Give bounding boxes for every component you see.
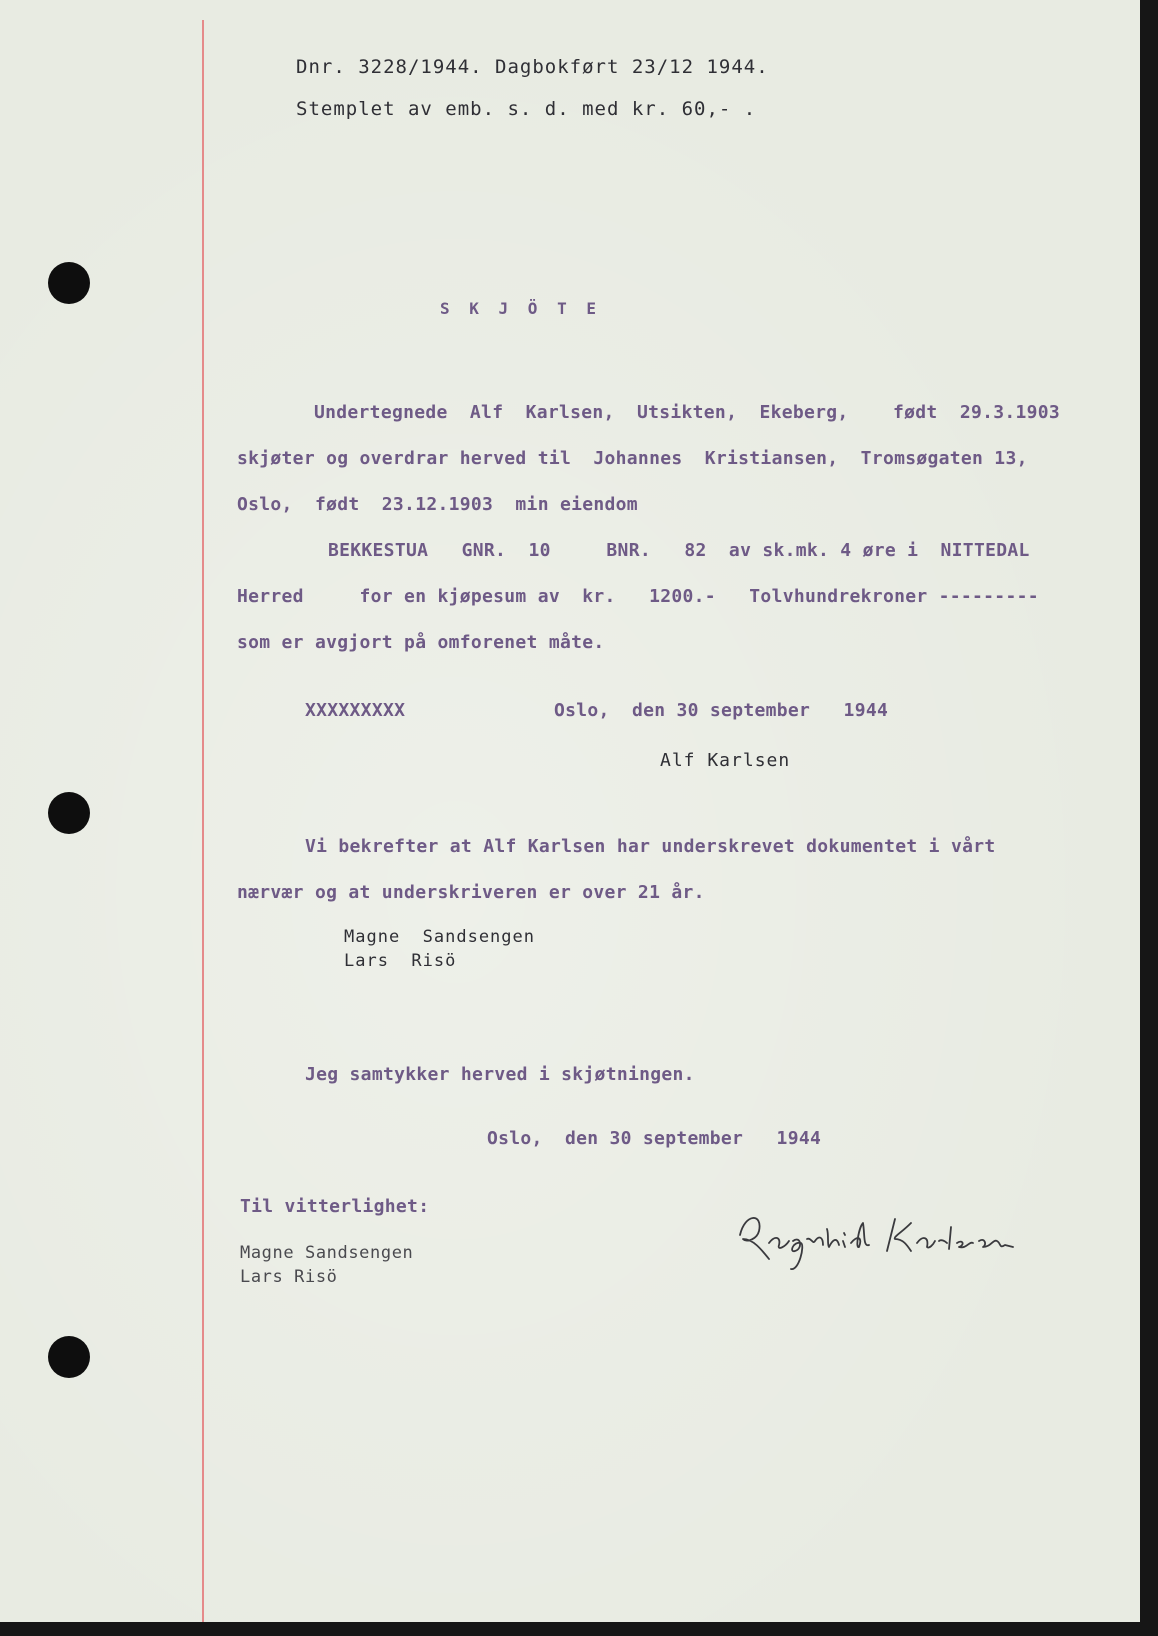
witness-2-name: Lars Risö [344,951,457,971]
body-line-1b: født 29.3.1903 [893,402,1061,423]
witness-1-name: Magne Sandsengen [344,927,535,947]
attest-witness-1: Magne Sandsengen [240,1243,414,1263]
body-line-1a: Undertegnede Alf Karlsen, Utsikten, Ekeberg, [314,402,849,423]
body-line-4: BEKKESTUA GNR. 10 BNR. 82 av sk.mk. 4 øre i NITTEDAL [328,540,1030,561]
document-title: S K J Ö T E [440,299,601,318]
consent-statement: Jeg samtykker herved i skjøtningen. [305,1064,695,1085]
witness-statement-2: nærvær og at underskriveren er over 21 år. [237,882,705,903]
header-line-2: Stemplet av emb. s. d. med kr. 60,- . [296,98,757,120]
punch-hole-bottom [48,1336,90,1378]
place-date-2: Oslo, den 30 september 1944 [487,1128,822,1149]
signer-name: Alf Karlsen [660,750,791,771]
attest-witness-2: Lars Risö [240,1267,338,1287]
place-date-1: Oslo, den 30 september 1944 [554,700,889,721]
margin-line [202,20,204,1622]
body-line-3: Oslo, født 23.12.1903 min eiendom [237,494,638,515]
body-line-5: Herred for en kjøpesum av kr. 1200.- Tolvhundrekroner --------- [237,586,1039,607]
body-line-6: som er avgjort på omforenet måte. [237,632,605,653]
handwritten-signature [735,1205,1035,1275]
punch-hole-top [48,262,90,304]
body-line-2: skjøter og overdrar herved til Johannes Kristiansen, Tromsøgaten 13, [237,448,1028,469]
attest-label: Til vitterlighet: [240,1196,430,1217]
punch-hole-middle [48,792,90,834]
header-line-1: Dnr. 3228/1944. Dagbokført 23/12 1944. [296,56,769,78]
witness-statement-1: Vi bekrefter at Alf Karlsen har underskrevet dokumentet i vårt [305,836,996,857]
struck-out-text: XXXXXXXXX [305,700,406,721]
